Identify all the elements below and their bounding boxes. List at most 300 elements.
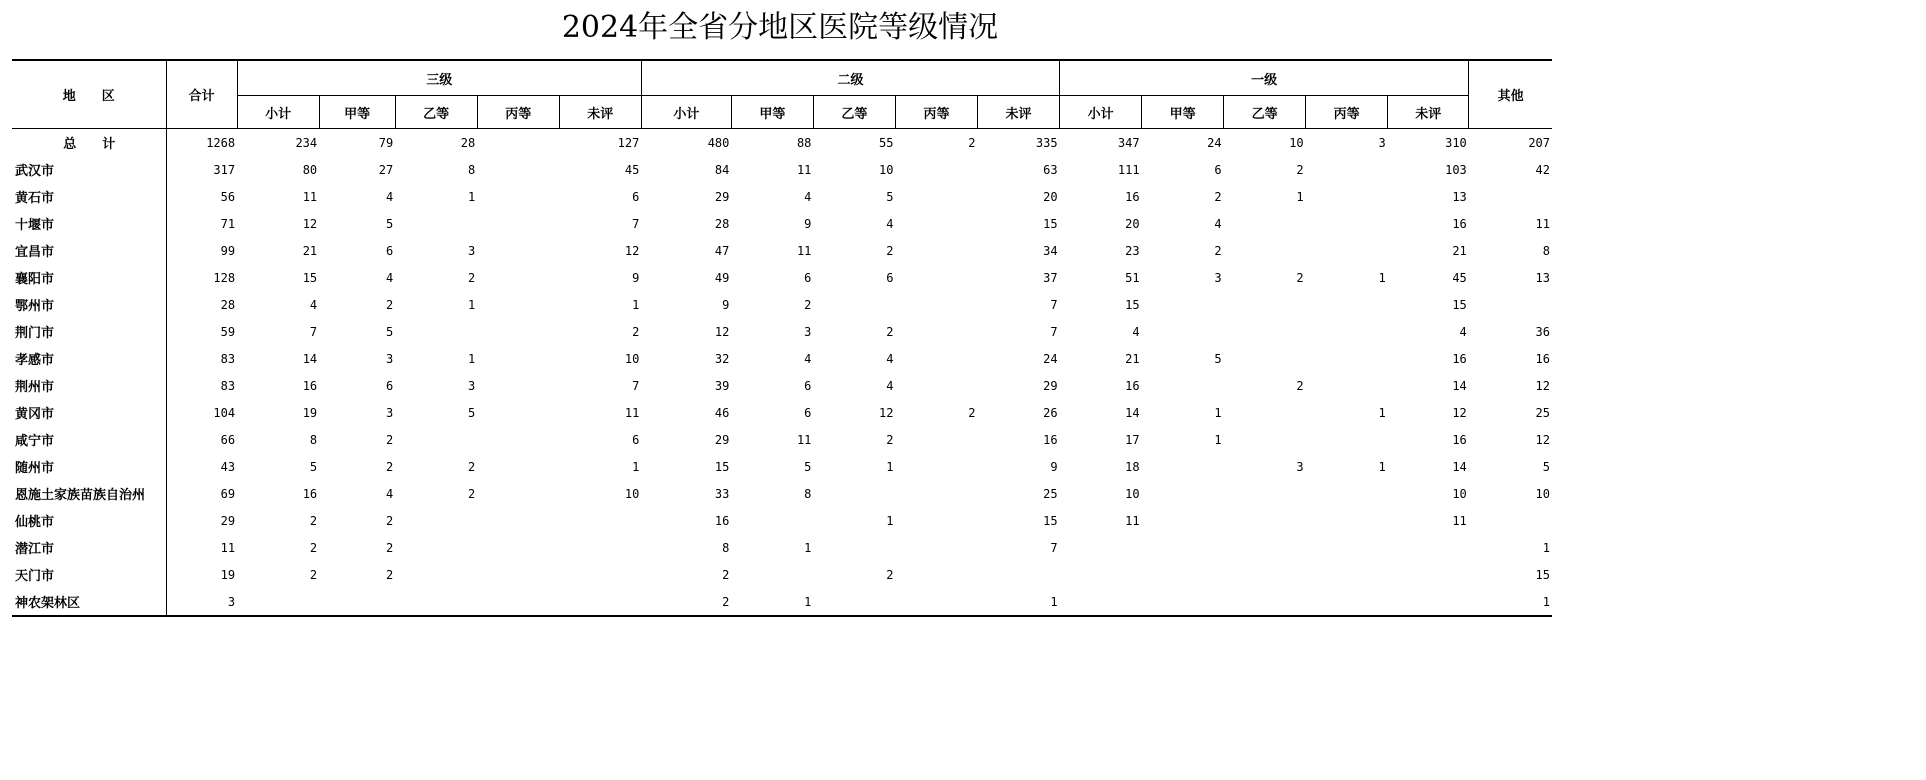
table-row [12,534,1552,561]
table-cell: 14 [1452,459,1467,474]
table-cell [1224,237,1306,264]
table-cell [477,453,559,480]
table-cell: 2 [467,459,476,474]
table-cell [395,318,477,345]
table-cell [1469,291,1552,318]
table-cell [1060,588,1142,616]
table-cell: 12 [624,243,640,258]
table-cell: 1 [1542,540,1550,555]
table-row [12,210,1552,237]
table-row [12,345,1552,372]
table-cell [477,210,559,237]
table-cell [895,372,977,399]
table-cell: 11 [1125,513,1140,528]
subheader-row [12,96,1552,129]
region-name: 总 计 [12,129,166,157]
table-cell: 79 [319,129,395,157]
table-cell: 25 [1535,405,1550,420]
table-cell: 15 [1043,513,1058,528]
table-cell [477,156,559,183]
table-cell: 128 [213,270,236,285]
table-cell: 15 [1043,216,1058,231]
table-cell: 8 [722,540,730,555]
table-cell [895,426,977,453]
table-cell: 3 [1296,459,1304,474]
hospital-grade-table [12,59,1552,617]
table-cell: 24 [1142,129,1224,157]
table-cell [1224,426,1306,453]
subheader-level-2-0: 小计 [641,96,731,129]
table-cell [1306,183,1388,210]
table-cell: 26 [1043,405,1058,420]
table-row-total [12,129,1552,157]
table-cell: 32 [714,351,730,366]
table-cell [1388,561,1469,588]
table-cell: 1 [467,351,476,366]
table-cell: 16 [1535,351,1550,366]
table-cell [1306,588,1388,616]
table-cell [813,534,895,561]
table-cell: 11 [796,162,812,177]
table-cell: 29 [714,432,730,447]
table-cell [1224,210,1306,237]
region-name: 黄冈市 [12,399,166,426]
table-header [12,60,1552,129]
table-cell: 2 [722,567,730,582]
table-cell: 2 [1214,189,1222,204]
table-cell [1224,588,1306,616]
table-cell [1142,453,1224,480]
table-cell: 5 [1542,459,1550,474]
table-cell: 21 [1125,351,1140,366]
table-cell: 16 [302,486,318,501]
table-cell: 5 [804,459,812,474]
table-cell: 2 [641,588,731,616]
subheader-level-2-2: 乙等 [813,96,895,129]
table-cell: 7 [1050,540,1058,555]
table-cell [895,561,977,588]
table-cell: 2 [309,513,318,528]
table-cell: 24 [1043,351,1058,366]
table-cell [477,507,559,534]
table-cell: 33 [714,486,730,501]
table-cell: 10 [1224,129,1306,157]
table-cell: 3 [166,588,237,616]
table-cell [395,561,477,588]
table-cell [895,507,977,534]
table-cell: 39 [714,378,730,393]
table-row [12,399,1552,426]
table-cell: 10 [624,351,640,366]
table-cell: 10 [1452,486,1467,501]
table-cell: 15 [714,459,730,474]
table-cell: 7 [1050,297,1058,312]
table-cell: 19 [302,405,318,420]
table-cell [731,561,813,588]
table-cell: 12 [302,216,318,231]
table-cell [895,453,977,480]
table-cell [1306,372,1388,399]
table-cell: 2 [895,129,977,157]
table-cell: 55 [813,129,895,157]
header-level-1: 一级 [1060,60,1469,96]
table-cell [1142,534,1224,561]
table-cell [1306,237,1388,264]
table-cell: 12 [1535,432,1550,447]
table-cell: 5 [886,189,894,204]
table-cell: 99 [220,243,236,258]
region-name: 孝感市 [12,345,166,372]
table-cell: 1 [467,189,476,204]
table-cell: 234 [237,129,319,157]
table-cell: 69 [220,486,236,501]
table-cell: 15 [1452,297,1467,312]
table-cell: 45 [1452,270,1467,285]
table-cell [477,183,559,210]
table-cell [895,210,977,237]
table-cell: 2 [804,297,812,312]
table-cell: 83 [220,378,236,393]
subheader-level-1-2: 乙等 [1224,96,1306,129]
table-cell: 63 [1043,162,1058,177]
table-cell [1224,399,1306,426]
table-cell: 4 [886,351,894,366]
region-name: 天门市 [12,561,166,588]
region-name: 荆门市 [12,318,166,345]
subheader-level-3-3: 丙等 [477,96,559,129]
table-cell: 111 [1117,162,1140,177]
table-cell: 21 [302,243,318,258]
table-cell: 5 [385,324,394,339]
table-cell [1142,480,1224,507]
table-cell: 2 [385,567,394,582]
table-cell: 9 [722,297,730,312]
table-cell: 1 [1214,405,1222,420]
table-cell [813,480,895,507]
table-cell: 28 [220,297,236,312]
table-cell: 47 [714,243,730,258]
table-cell: 3 [1306,129,1388,157]
table-cell: 12 [1535,378,1550,393]
table-cell: 4 [1132,324,1140,339]
table-cell: 1 [1378,459,1386,474]
table-cell: 83 [220,351,236,366]
table-cell [895,345,977,372]
table-cell [477,480,559,507]
table-cell: 11 [624,405,640,420]
table-cell: 10 [624,486,640,501]
table-cell: 6 [385,378,394,393]
table-cell [477,399,559,426]
region-name: 武汉市 [12,156,166,183]
table-cell [1306,345,1388,372]
table-cell: 16 [1125,189,1140,204]
table-cell: 7 [1050,324,1058,339]
table-cell [559,507,641,534]
table-cell: 6 [632,432,640,447]
table-cell [1224,291,1306,318]
table-cell [895,291,977,318]
table-row [12,480,1552,507]
table-cell: 1 [1214,432,1222,447]
subheader-level-2-4: 未评 [977,96,1059,129]
subheader-level-1-3: 丙等 [1306,96,1388,129]
table-cell: 7 [632,216,640,231]
table-body [12,129,1552,617]
table-cell [895,183,977,210]
table-cell: 127 [559,129,641,157]
table-cell: 4 [886,216,894,231]
region-name: 仙桃市 [12,507,166,534]
table-cell: 88 [731,129,813,157]
table-cell: 11 [1535,216,1550,231]
table-cell [395,426,477,453]
table-cell: 15 [1125,297,1140,312]
region-name: 荆州市 [12,372,166,399]
table-cell [477,291,559,318]
table-cell: 2 [886,324,894,339]
table-cell [1224,534,1306,561]
region-name: 潜江市 [12,534,166,561]
table-cell: 5 [467,405,476,420]
header-total: 合计 [166,60,237,129]
table-cell: 2 [385,432,394,447]
table-cell: 11 [796,243,812,258]
table-cell: 4 [385,486,394,501]
table-cell: 4 [804,189,812,204]
table-cell: 5 [385,216,394,231]
table-cell: 6 [886,270,894,285]
table-cell: 1 [467,297,476,312]
table-cell [1224,561,1306,588]
table-cell: 66 [220,432,236,447]
table-cell [395,534,477,561]
subheader-level-2-3: 丙等 [895,96,977,129]
region-name: 神农架林区 [12,588,166,616]
table-cell: 6 [804,405,812,420]
table-cell: 10 [1535,486,1550,501]
table-cell: 9 [1050,459,1058,474]
table-cell: 1 [632,459,640,474]
table-cell: 8 [1542,243,1550,258]
table-cell: 10 [878,162,894,177]
table-cell: 16 [1125,378,1140,393]
table-cell: 1 [886,513,894,528]
table-cell: 317 [213,162,236,177]
table-cell: 5 [309,459,318,474]
table-cell: 36 [1535,324,1550,339]
table-cell: 2 [968,405,976,420]
table-cell: 11 [796,432,812,447]
table-row [12,291,1552,318]
table-cell: 2 [467,270,476,285]
table-cell: 37 [1043,270,1058,285]
table-cell [1306,156,1388,183]
table-cell: 16 [1452,432,1467,447]
table-cell: 46 [714,405,730,420]
table-cell: 2 [886,567,894,582]
table-cell: 2 [1296,378,1304,393]
table-cell [477,588,559,616]
table-cell [895,480,977,507]
table-cell [895,237,977,264]
header-region: 地 区 [12,60,166,129]
table-cell [731,507,813,534]
table-cell: 2 [632,324,640,339]
table-cell [395,210,477,237]
table-cell [477,318,559,345]
table-cell: 5 [1214,351,1222,366]
table-cell [1142,318,1224,345]
table-cell [1306,291,1388,318]
table-cell: 27 [378,162,394,177]
table-cell: 347 [1060,129,1142,157]
table-cell: 29 [1043,378,1058,393]
table-cell [895,534,977,561]
table-cell [1142,291,1224,318]
table-cell: 10 [1125,486,1140,501]
table-cell: 6 [804,378,812,393]
table-cell [477,345,559,372]
header-other: 其他 [1469,60,1552,129]
table-cell: 12 [714,324,730,339]
table-cell: 49 [714,270,730,285]
table-cell [813,588,895,616]
table-cell [1306,534,1388,561]
table-cell: 3 [467,243,476,258]
table-cell [477,561,559,588]
table-cell: 14 [1125,405,1140,420]
table-cell: 4 [1459,324,1467,339]
table-cell [1469,507,1552,534]
table-cell: 1 [977,588,1059,616]
table-cell: 25 [1043,486,1058,501]
table-cell [1306,210,1388,237]
table-cell [477,372,559,399]
table-cell: 6 [385,243,394,258]
region-name: 十堰市 [12,210,166,237]
subheader-level-3-0: 小计 [237,96,319,129]
table-cell: 1 [632,297,640,312]
table-cell: 15 [302,270,318,285]
table-cell: 45 [624,162,640,177]
table-row [12,237,1552,264]
subheader-level-3-4: 未评 [559,96,641,129]
table-cell [1142,507,1224,534]
table-cell: 12 [1452,405,1467,420]
region-name: 随州市 [12,453,166,480]
table-cell: 207 [1469,129,1552,157]
subheader-level-2-1: 甲等 [731,96,813,129]
subheader-level-1-1: 甲等 [1142,96,1224,129]
table-cell: 11 [302,189,318,204]
table-cell: 8 [467,162,476,177]
table-cell: 20 [1043,189,1058,204]
table-cell: 6 [1214,162,1222,177]
table-cell: 13 [1535,270,1550,285]
table-cell: 7 [632,378,640,393]
table-cell [1142,561,1224,588]
table-cell [1306,426,1388,453]
table-cell: 1 [804,540,812,555]
table-cell: 103 [1445,162,1467,177]
table-cell: 16 [302,378,318,393]
table-cell [1388,534,1469,561]
table-cell: 4 [886,378,894,393]
table-cell: 11 [220,540,236,555]
table-cell: 56 [220,189,236,204]
table-cell: 28 [714,216,730,231]
table-cell: 17 [1125,432,1140,447]
table-cell: 4 [385,189,394,204]
table-cell: 310 [1388,129,1469,157]
table-row [12,183,1552,210]
table-cell [477,534,559,561]
table-cell: 42 [1535,162,1550,177]
region-name: 恩施土家族苗族自治州 [12,480,166,507]
table-cell: 14 [1452,378,1467,393]
region-name: 黄石市 [12,183,166,210]
table-cell: 71 [220,216,236,231]
table-cell [1306,480,1388,507]
table-cell: 2 [309,567,318,582]
table-row [12,372,1552,399]
table-cell: 1268 [166,129,237,157]
table-row [12,426,1552,453]
table-cell: 11 [1452,513,1467,528]
table-cell: 2 [385,540,394,555]
subheader-level-3-1: 甲等 [319,96,395,129]
table-cell: 28 [395,129,477,157]
table-cell: 104 [213,405,236,420]
table-cell: 480 [641,129,731,157]
region-name: 襄阳市 [12,264,166,291]
table-cell: 19 [220,567,236,582]
table-cell: 1 [886,459,894,474]
table-cell [895,318,977,345]
subheader-level-1-4: 未评 [1388,96,1469,129]
subheader-level-1-0: 小计 [1060,96,1142,129]
table-cell: 12 [878,405,894,420]
table-cell: 6 [804,270,812,285]
table-cell [1224,507,1306,534]
region-name: 宜昌市 [12,237,166,264]
table-cell [1306,507,1388,534]
table-cell: 8 [804,486,812,501]
table-cell [237,588,319,616]
table-cell: 21 [1452,243,1467,258]
table-cell: 6 [632,189,640,204]
table-cell: 4 [385,270,394,285]
table-cell: 84 [714,162,730,177]
table-cell: 2 [1214,243,1222,258]
table-cell: 4 [804,351,812,366]
table-cell: 2 [385,297,394,312]
table-cell: 4 [1214,216,1222,231]
table-cell: 7 [309,324,318,339]
table-cell: 16 [1452,216,1467,231]
table-cell: 2 [309,540,318,555]
table-cell: 1 [731,588,813,616]
table-cell [395,507,477,534]
table-cell: 23 [1125,243,1140,258]
table-cell [1060,561,1142,588]
table-cell: 2 [886,432,894,447]
table-cell [895,156,977,183]
table-cell [1142,588,1224,616]
page-title: 2024年全省分地区医院等级情况 [561,10,999,45]
table-cell: 13 [1452,189,1467,204]
